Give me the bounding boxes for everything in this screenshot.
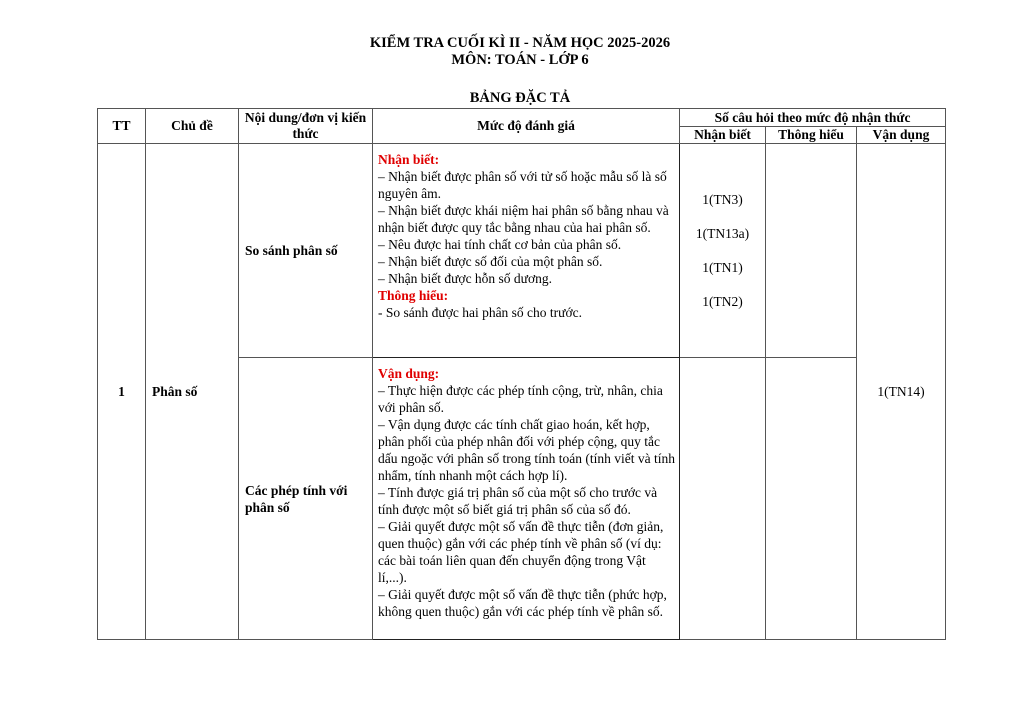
exam-title: KIỂM TRA CUỐI KÌ II - NĂM HỌC 2025-2026 xyxy=(369,35,671,51)
header-level: Mức độ đánh giá xyxy=(373,109,680,144)
section-title: BẢNG ĐẶC TẢ xyxy=(469,90,571,106)
header-understand: Thông hiểu xyxy=(766,127,857,144)
question-ref: 1(TN3) xyxy=(702,191,743,207)
recognize-heading: Nhận biết: xyxy=(378,152,440,167)
content-cell-compare: So sánh phân số xyxy=(239,144,373,358)
content-cell-operations: Các phép tính với phân số xyxy=(239,358,373,640)
spec-table xyxy=(97,108,946,640)
level-description-compare xyxy=(373,144,680,358)
header-question-count: Số câu hỏi theo mức độ nhận thức xyxy=(680,109,946,127)
description-item: – Giải quyết được một số vấn đề thực tiễn (phức hợp, không quen thuộc) gắn với các phép tính về phân số. xyxy=(378,587,667,619)
apply-counts-cell: 1(TN14) xyxy=(857,144,946,640)
description-item: – Nhận biết được hỗn số dương. xyxy=(378,271,553,286)
description-item: – Nhận biết được khái niệm hai phân số bằng nhau và nhận biết được quy tắc bằng nhau của hai phân số. xyxy=(378,203,669,235)
header-tt: TT xyxy=(98,109,146,144)
row-number: 1 xyxy=(98,144,146,640)
recognize-counts-cell-2 xyxy=(680,358,766,640)
question-ref: 1(TN13a) xyxy=(695,225,750,241)
subject-title: MÔN: TOÁN - LỚP 6 xyxy=(451,52,589,68)
description-item: – Nêu được hai tính chất cơ bản của phân số. xyxy=(378,237,622,252)
description-item: - So sánh được hai phân số cho trước. xyxy=(378,305,582,320)
understand-counts-cell xyxy=(766,144,857,358)
description-item: – Tính được giá trị phân số của một số cho trước và tính được một số biết giá trị phân số của số đó. xyxy=(378,485,658,517)
understand-heading: Thông hiểu: xyxy=(378,288,449,303)
recognize-counts-cell xyxy=(680,144,766,358)
question-ref: 1(TN2) xyxy=(702,293,743,309)
header-content: Nội dung/đơn vị kiến thức xyxy=(239,109,373,144)
description-item: – Nhận biết được phân số với tử số hoặc mẫu số là số nguyên âm. xyxy=(378,169,667,201)
header-topic: Chủ đề xyxy=(146,109,239,144)
understand-counts-cell-2 xyxy=(766,358,857,640)
level-description-operations xyxy=(373,358,680,640)
description-item: – Giải quyết được một số vấn đề thực tiễn (đơn giản, quen thuộc) gắn với các phép tính về phân số (ví dụ: các bài toán liên quan đến chuyển động trong Vật lí,...). xyxy=(378,519,664,585)
description-item: – Vận dụng được các tính chất giao hoán, kết hợp, phân phối của phép nhân đối với phép cộng, quy tắc dấu ngoặc với phân số trong tính toán (tính viết và tính nhẩm, tính nhanh một cách hợp lí). xyxy=(378,417,675,483)
description-item: – Thực hiện được các phép tính cộng, trừ, nhân, chia với phân số. xyxy=(378,383,663,415)
header-apply: Vận dụng xyxy=(857,127,946,144)
table-row xyxy=(98,144,946,358)
apply-heading: Vận dụng: xyxy=(378,366,440,381)
header-recognize: Nhận biết xyxy=(680,127,766,144)
question-ref: 1(TN1) xyxy=(702,259,743,275)
topic-cell: Phân số xyxy=(146,144,239,640)
description-item: – Nhận biết được số đối của một phân số. xyxy=(378,254,603,269)
